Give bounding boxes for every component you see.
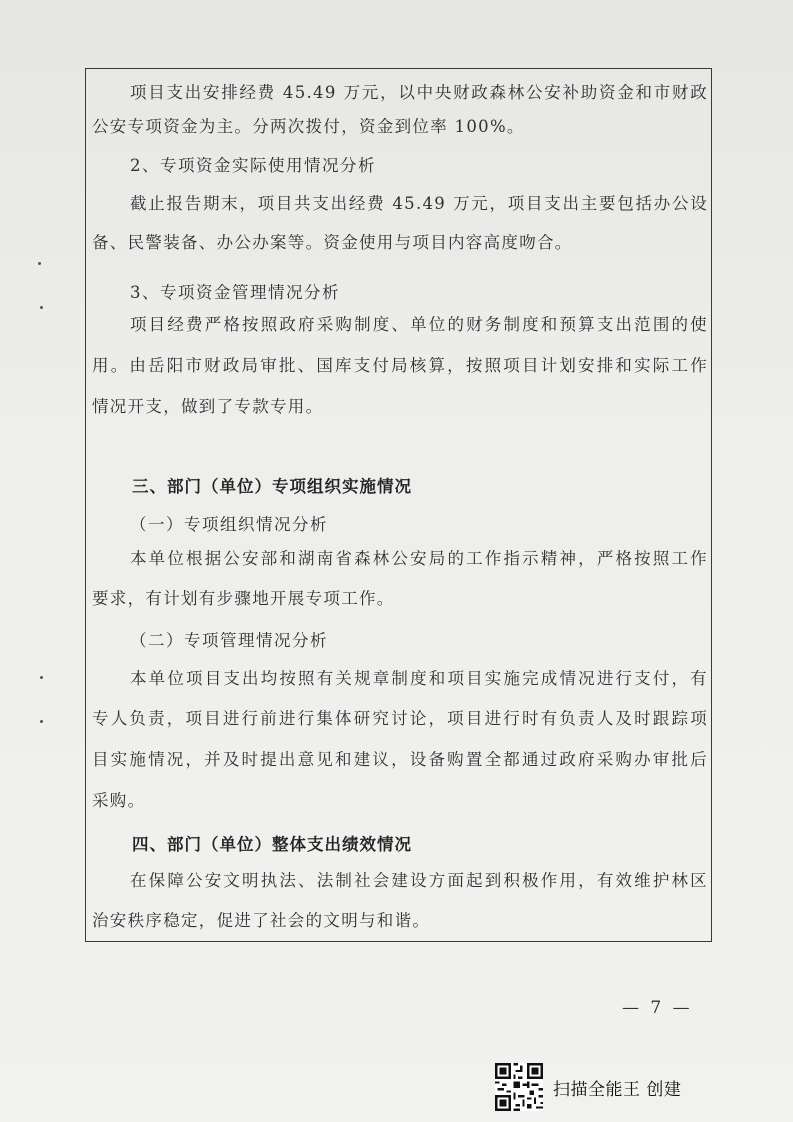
section-heading: 三、部门（单位）专项组织实施情况 (132, 477, 412, 496)
text-line: 项目经费严格按照政府采购制度、单位的财务制度和预算支出范围的使 (130, 315, 708, 334)
text-line: 在保障公安文明执法、法制社会建设方面起到积极作用，有效维护林区 (130, 871, 708, 890)
page-number: — 7 — (622, 998, 693, 1018)
text-line: 目实施情况，并及时提出意见和建议，设备购置全都通过政府采购办审批后 (92, 750, 708, 769)
text-line: 本单位项目支出均按照有关规章制度和项目实施完成情况进行支付，有 (130, 669, 708, 688)
text-line: 本单位根据公安部和湖南省森林公安局的工作指示精神，严格按照工作 (130, 549, 708, 568)
subheading: 2、专项资金实际使用情况分析 (130, 156, 376, 175)
text-line: 备、民警装备、办公办案等。资金使用与项目内容高度吻合。 (92, 233, 573, 252)
qr-code-icon (495, 1063, 543, 1111)
text-line: 用。由岳阳市财政局审批、国库支付局核算，按照项目计划安排和实际工作 (92, 356, 708, 375)
text-line: 截止报告期末，项目共支出经费 45.49 万元，项目支出主要包括办公设 (130, 194, 708, 213)
scanner-watermark (495, 1062, 755, 1112)
scan-speck (40, 306, 43, 309)
text-line: 要求，有计划有步骤地开展专项工作。 (92, 589, 395, 608)
section-heading: 四、部门（单位）整体支出绩效情况 (132, 835, 412, 854)
text-line: 情况开支，做到了专款专用。 (92, 397, 324, 416)
text-line: 公安专项资金为主。分两次拨付，资金到位率 100%。 (92, 117, 525, 136)
subheading: （二）专项管理情况分析 (130, 631, 328, 650)
text-line: 专人负责，项目进行前进行集体研究讨论，项目进行时有负责人及时跟踪项 (92, 709, 708, 728)
scan-speck (40, 720, 43, 723)
text-line: 治安秩序稳定，促进了社会的文明与和谐。 (92, 911, 431, 930)
text-line: 采购。 (92, 791, 146, 810)
text-line: 项目支出安排经费 45.49 万元，以中央财政森林公安补助资金和市财政 (130, 83, 708, 102)
watermark-label: 扫描全能王 创建 (553, 1079, 682, 1100)
subheading: 3、专项资金管理情况分析 (130, 283, 340, 302)
subheading: （一）专项组织情况分析 (130, 515, 328, 534)
scan-speck (38, 262, 41, 265)
scan-speck (40, 676, 43, 679)
